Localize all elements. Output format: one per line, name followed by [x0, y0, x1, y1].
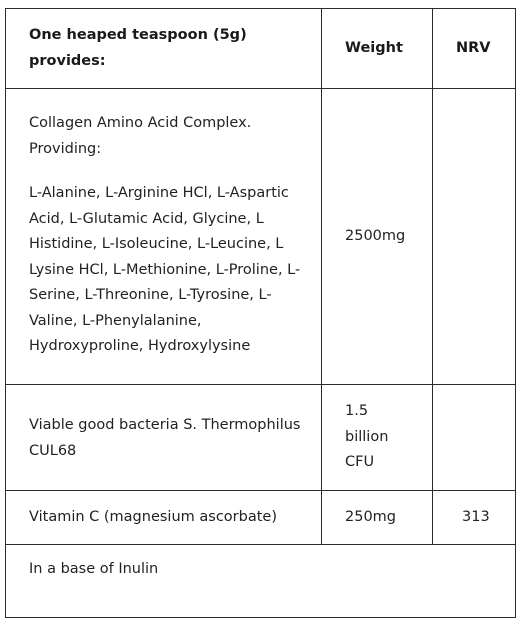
nrv-cell: 313 — [433, 491, 516, 545]
table-row — [6, 385, 516, 491]
header-nrv: NRV — [433, 9, 516, 89]
weight-cell: 2500mg — [322, 89, 433, 385]
weight-cell: 250mg — [322, 491, 433, 545]
table-row — [6, 89, 516, 385]
weight-cell: 1.5 billion CFU — [322, 385, 433, 491]
nrv-cell — [433, 385, 516, 491]
ingredient-cell: Vitamin C (magnesium ascorbate) — [6, 491, 322, 545]
ingredient-name: Collagen Amino Acid Complex. Providing: — [29, 115, 252, 157]
ingredient-cell: Viable good bacteria S. Thermophilus CUL68 — [6, 385, 322, 491]
base-note: In a base of Inulin — [6, 545, 516, 618]
table-row — [6, 491, 516, 545]
ingredient-cell — [6, 89, 322, 385]
nutrition-table — [5, 8, 516, 618]
header-weight: Weight — [322, 9, 433, 89]
header-provides: One heaped teaspoon (5g) provides: — [6, 9, 322, 89]
paragraph-spacer — [29, 162, 311, 181]
ingredient-detail: L-Alanine, L-Arginine HCl, L-Aspartic Acid, L-Glutamic Acid, Glycine, L Histidine, L-Isoleucine, L-Leucine, L Lysine HCl, L-Methionine, L-Proline, L-Serine, L-Threonine, L-Tyrosine, L-Valine, L-Phenylalanine, Hydroxyproline, Hydroxylysine — [29, 185, 301, 355]
table-footer-row — [6, 545, 516, 618]
nrv-cell — [433, 89, 516, 385]
table-header-row — [6, 9, 516, 89]
